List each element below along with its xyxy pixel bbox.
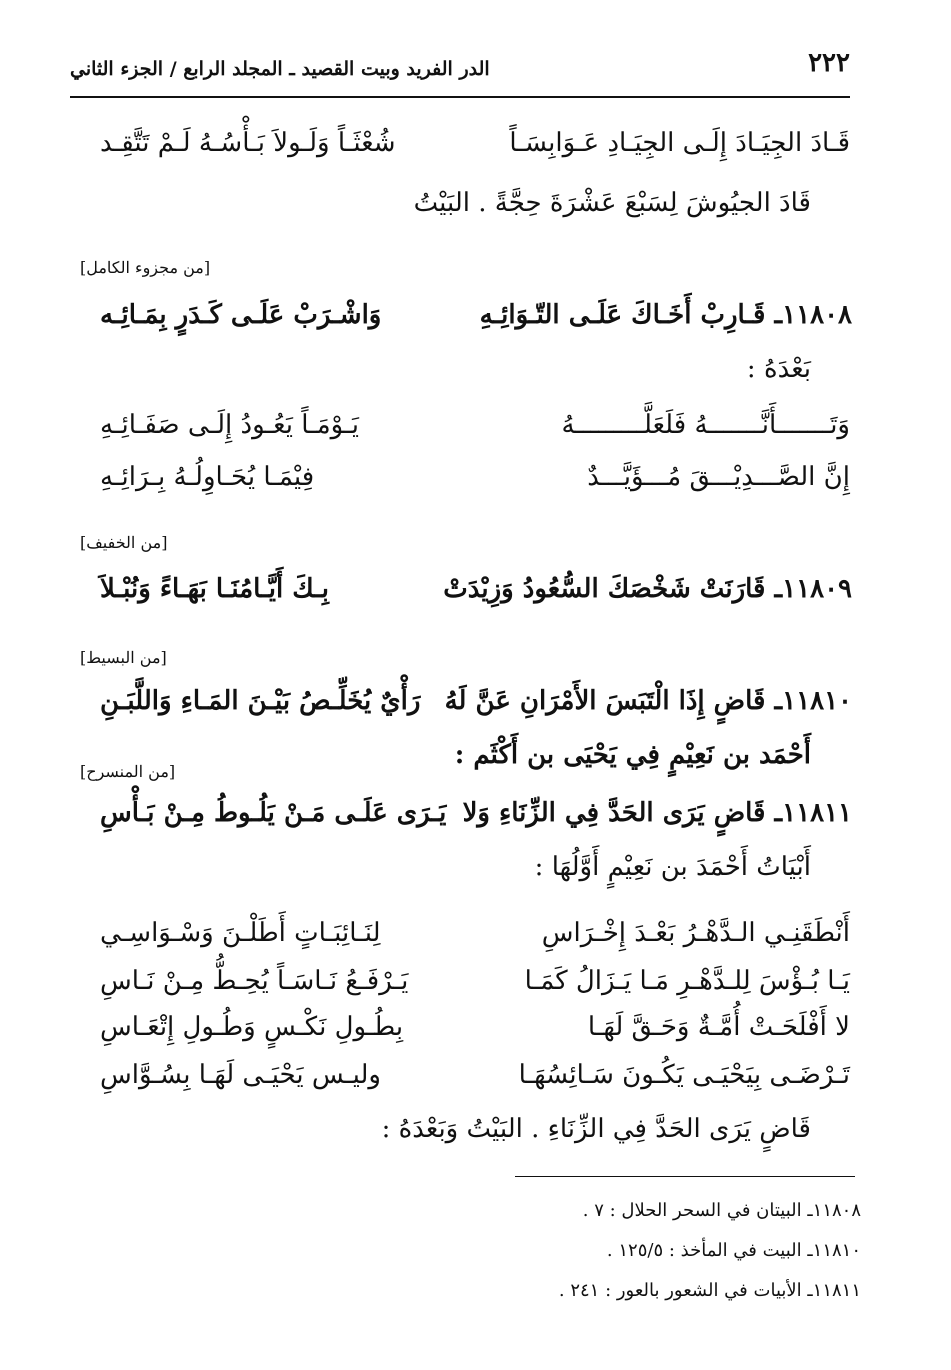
verse-11809	[100, 574, 852, 614]
header-rule	[70, 96, 850, 98]
footnote-11808: ١١٨٠٨ـ البيتان في السحر الحلال : ٧ .	[582, 1200, 861, 1221]
hemistich-right: يَـا بُـؤْسَ لِلـدَّهْـرِ مَـا يَـزَالُ كَمَـا	[524, 966, 850, 996]
verse-c2	[100, 462, 850, 502]
hemistich-right: وَتَـــــــأَنَّـــــــهُ فَلَعَلَّـــــــــهُ	[561, 410, 850, 440]
verse-f4	[100, 1060, 850, 1100]
verse-top	[100, 128, 850, 168]
verse-number: ١١٨١٠ـ	[774, 686, 852, 716]
hemistich-right: أَنْطَقَنِـي الـدَّهْـرُ بَعْـدَ إِخْـرَاسِ	[541, 918, 850, 948]
hemistich-right	[445, 686, 852, 716]
verse-number: ١١٨٠٨ـ	[774, 300, 852, 330]
footnote-rule	[515, 1176, 855, 1177]
hemistich-left: وَاشْـرَبْ عَلَـى كَـدَرٍ بِمَـائِـه	[100, 300, 382, 330]
footnote-11810: ١١٨١٠ـ البيت في المأخذ : ١٢٥/٥ .	[606, 1240, 861, 1261]
verse-f1	[100, 918, 850, 958]
prose-line-g: قَاضٍ يَرَى الحَدَّ فِي الزِّنَاءِ . البَيْتُ وَبَعْدَهُ :	[381, 1114, 811, 1144]
meter-label-4: [من المنسرح]	[80, 762, 176, 781]
hemistich-right-text: قَارَنَتْ شَخْصَكَ السُّعُودُ وَزِيْدَتْ	[443, 574, 766, 604]
hemistich-right	[480, 300, 852, 330]
running-title: الدر الفريد وبيت القصيد ـ المجلد الرابع / الجزء الثاني	[70, 58, 490, 80]
footnote-11811: ١١٨١١ـ الأبيات في الشعور بالعور : ٢٤١ .	[558, 1280, 861, 1301]
hemistich-right: تَـرْضَـى بِيَحْيَـى يَكُـونَ سَـائِسُهَـا	[518, 1060, 850, 1090]
verse-f3	[100, 1012, 850, 1052]
hemistich-left: بِطُـولِ نَكْـسٍ وَطُـولِ إِتْعَـاسِ	[100, 1012, 404, 1042]
hemistich-left: شُعْثَـاً وَلَـولاَ بَـأْسُـهُ لَـمْ تَتَّقِـد	[100, 128, 396, 158]
hemistich-left: لِنَـائِبَـاتٍ أَطَلْـنَ وَسْـوَاسِـي	[100, 918, 381, 948]
prose-line-e: أَبْيَاتُ أَحْمَدَ بن نَعِيْمٍ أَوَّلُهَا :	[534, 852, 811, 882]
meter-label-2: [من الخفيف]	[80, 533, 168, 552]
verse-number: ١١٨٠٩ـ	[774, 574, 852, 604]
meter-label-1: [من مجزوء الكامل]	[80, 258, 211, 277]
meter-label-3: [من البسيط]	[80, 648, 167, 667]
hemistich-right-text: قَاضٍ يَرَى الحَدَّ فِي الزِّنَاءِ وَلا	[462, 798, 766, 828]
hemistich-left: فِيْمَـا يُحَـاوِلُـهُ بِـرَائِـهِ	[100, 462, 315, 492]
hemistich-right	[443, 574, 852, 604]
hemistich-left: بِـكَ أَيَّـامُنَـا بَهَـاءً وَنُبْـلاَ	[100, 574, 329, 604]
hemistich-left: يَـوْمَـاً يَعُـودُ إِلَـى صَفَـائِـهِ	[100, 410, 359, 440]
hemistich-left: رَأْيٌ يُخَلِّـصُ بَيْـنَ المَـاءِ وَاللَّبَـنِ	[100, 686, 421, 716]
verse-number: ١١٨١١ـ	[774, 798, 852, 828]
prose-line-a: قَادَ الجيُوشَ لِسَبْعَ عَشْرَةَ حِجَّةً . البَيْتُ	[413, 188, 811, 218]
hemistich-left: يَـرَى عَلَـى مَـنْ يَلُـوطُ مِـنْ بَـأْسِ	[100, 798, 447, 828]
verse-f2	[100, 966, 850, 1006]
hemistich-left: يَـرْفَـعُ نَـاسَـاً يُحِـطُّ مِـنْ نَـاسِ	[100, 966, 409, 996]
verse-11808	[100, 300, 852, 340]
verse-c1	[100, 410, 850, 450]
prose-line-d: أَحْمَد بن نَعِيْمٍ فِي يَحْيَى بن أَكْثَم :	[454, 740, 811, 770]
hemistich-right: إِنَّ الصَّـــدِيْـــقَ مُـــؤَيَّـــدٌ	[587, 462, 850, 492]
hemistich-right-text: قَاضٍ إِذَا الْتَبَسَ الأَمْرَانِ عَنَّ لَهُ	[444, 686, 766, 716]
hemistich-right: قَـادَ الجِيَـادَ إِلَـى الجِيَـادِ عَـوَابِسَـاً	[509, 128, 850, 158]
verse-11810	[100, 686, 852, 726]
page-header	[70, 48, 850, 88]
prose-line-b: بَعْدَهُ :	[746, 354, 811, 384]
verse-11811	[100, 798, 852, 838]
hemistich-right-text: قَـارِبْ أَخَـاكَ عَلَـى التّـوَائِـهِ	[479, 300, 766, 330]
hemistich-right: لا أَفْلَحَـتْ أُمَّـةٌ وَحَـقَّ لَهَـا	[587, 1012, 850, 1042]
page-number: ٢٢٢	[808, 48, 850, 78]
hemistich-left: وليـس يَحْيَـى لَهَـا بِسُـوَّاسِ	[100, 1060, 381, 1090]
hemistich-right	[463, 798, 852, 828]
